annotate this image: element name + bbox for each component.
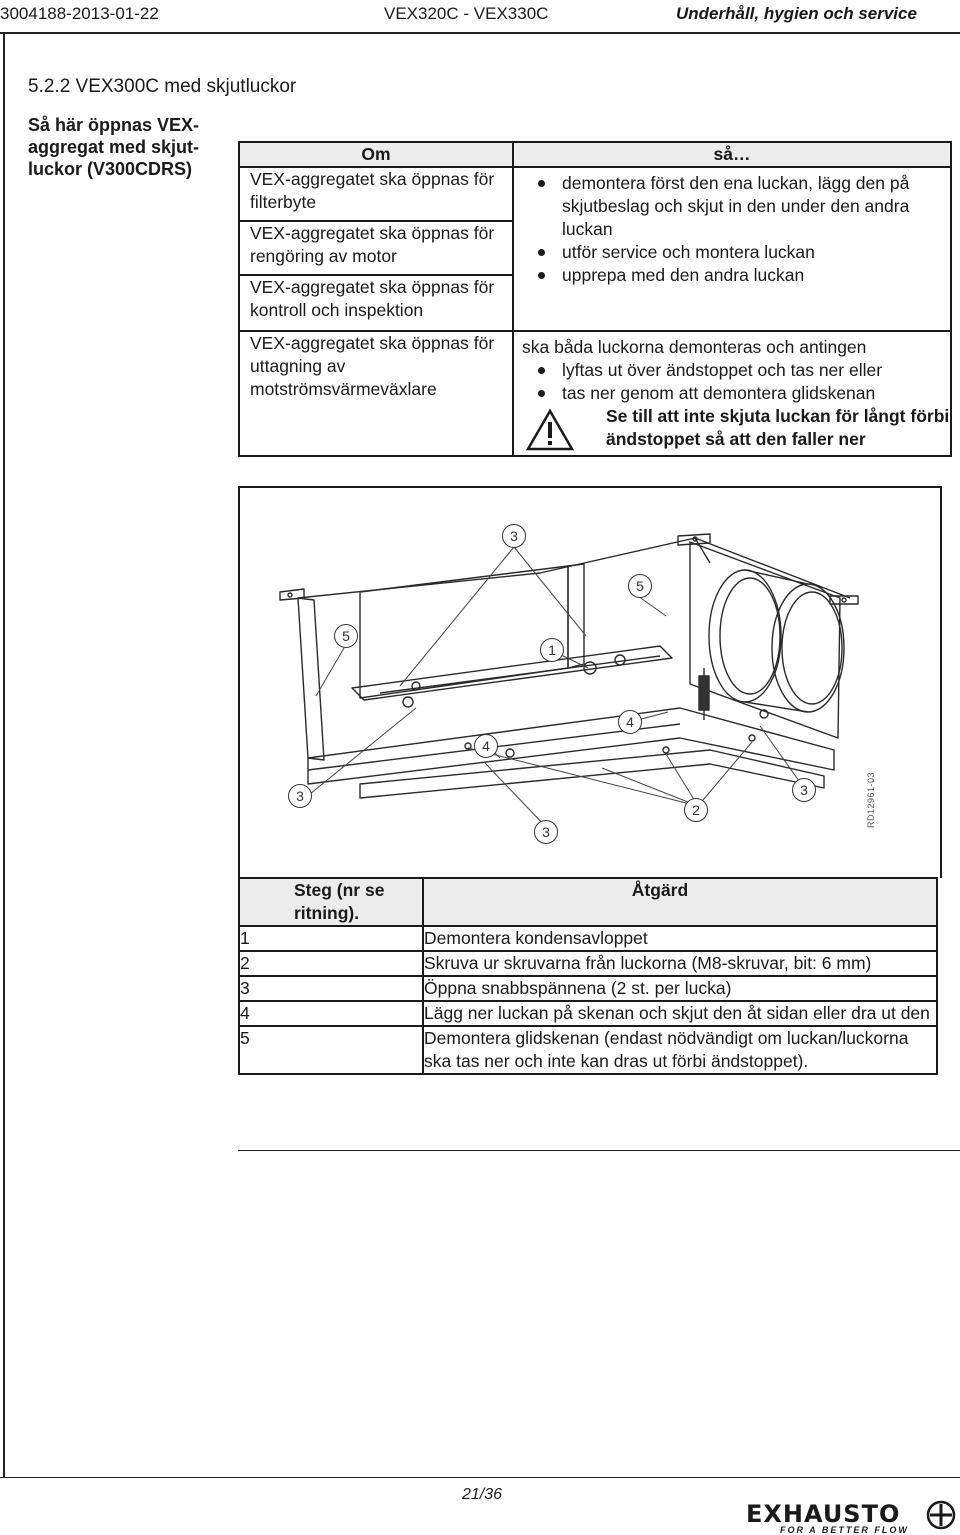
om-item: VEX-aggregatet ska öppnas för rengöring av motor <box>239 221 513 275</box>
brand-logo <box>746 1500 909 1535</box>
table-row <box>239 951 937 976</box>
step-text: Demontera glidskenan (endast nödvändigt om luckan/luckorna ska tas ner och inte kan dras ut förbi ändstoppet). <box>423 1026 937 1074</box>
callout-4: 4 <box>474 734 498 758</box>
sa-bullet: utför service och montera luckan <box>522 241 950 264</box>
callout-5: 5 <box>334 624 358 648</box>
steps-table <box>238 877 938 1075</box>
step-text: Demontera kondensavloppet <box>423 926 937 951</box>
action-header: Åtgärd <box>423 878 937 926</box>
sa2-bullet: lyftas ut över ändstoppet och tas ner eller <box>522 359 950 382</box>
sa-cell-1 <box>513 167 951 331</box>
step-text: Skruva ur skruvarna från luckorna (M8-skruvar, bit: 6 mm) <box>423 951 937 976</box>
header-rule <box>0 32 960 34</box>
sa2-list <box>522 359 950 405</box>
table-row <box>239 926 937 951</box>
step-number: 5 <box>239 1026 423 1074</box>
callout-3: 3 <box>792 778 816 802</box>
step-number: 2 <box>239 951 423 976</box>
step-number: 3 <box>239 976 423 1001</box>
sa2-intro: ska båda luckorna demonteras och antingen <box>522 337 867 357</box>
section-name: Underhåll, hygien och service <box>676 4 917 23</box>
brand-name: EXHAUSTO <box>746 1500 901 1528</box>
drawing-code: RD12961-03 <box>866 771 876 828</box>
sa-cell-2 <box>513 331 951 456</box>
fan-icon <box>926 1500 956 1530</box>
margin-rule <box>3 34 5 1478</box>
condition-table <box>238 141 952 457</box>
warning-text: Se till att inte skjuta luckan för långt förbi ändstoppet så att den faller ner <box>606 406 950 449</box>
unit-drawing <box>238 486 942 878</box>
ventilation-unit-illustration <box>240 488 940 878</box>
step-number: 4 <box>239 1001 423 1026</box>
warning-box <box>522 405 950 455</box>
table-row <box>239 1001 937 1026</box>
callout-5: 5 <box>628 574 652 598</box>
callout-3: 3 <box>288 784 312 808</box>
sa-header: så… <box>513 142 951 167</box>
table-row <box>239 1026 937 1074</box>
step-text: Öppna snabbspännena (2 st. per lucka) <box>423 976 937 1001</box>
callout-3: 3 <box>534 820 558 844</box>
table-row <box>239 976 937 1001</box>
doc-id: 3004188-2013-01-22 <box>0 4 159 23</box>
callout-3: 3 <box>502 524 526 548</box>
brand-tagline: FOR A BETTER FLOW <box>780 1525 909 1535</box>
product-name: VEX320C - VEX330C <box>384 4 549 23</box>
section-title: 5.2.2 VEX300C med skjutluckor <box>28 76 297 97</box>
page-number: 21/36 <box>462 1486 503 1503</box>
footer-rule <box>0 1477 960 1478</box>
step-header: Steg (nr se ritning). <box>239 878 423 926</box>
step-text: Lägg ner luckan på skenan och skjut den åt sidan eller dra ut den <box>423 1001 937 1026</box>
om-item: VEX-aggregatet ska öppnas för kontroll och inspektion <box>239 275 513 331</box>
sa-bullet: demontera först den ena luckan, lägg den på skjutbeslag och skjut in den under den andra luckan <box>522 172 950 241</box>
warning-triangle-icon <box>526 409 574 451</box>
sa-list <box>522 172 950 287</box>
om-header: Om <box>239 142 513 167</box>
om-item: VEX-aggregatet ska öppnas för uttagning av motströmsvärmeväxlare <box>239 331 513 456</box>
sa2-bullet: tas ner genom att demontera glidskenan <box>522 382 950 405</box>
side-heading: Så här öppnas VEX-aggregat med skjut-luckor (V300CDRS) <box>28 115 200 179</box>
step-number: 1 <box>239 926 423 951</box>
om-item: VEX-aggregatet ska öppnas för filterbyte <box>239 167 513 221</box>
sa-bullet: upprepa med den andra luckan <box>522 264 950 287</box>
callout-4: 4 <box>618 710 642 734</box>
callout-1: 1 <box>540 638 564 662</box>
content-rule <box>238 1150 960 1151</box>
callout-2: 2 <box>684 798 708 822</box>
